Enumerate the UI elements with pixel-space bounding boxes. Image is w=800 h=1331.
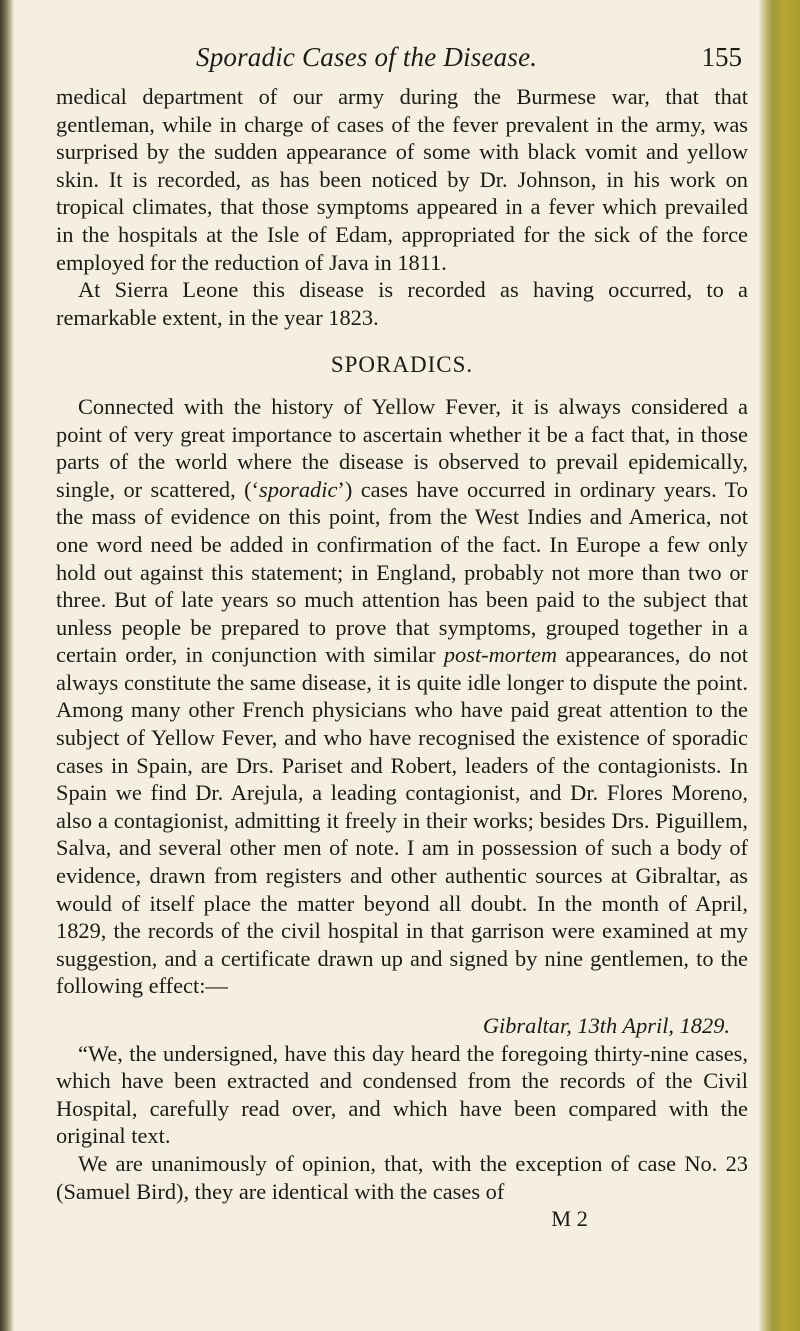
page-number: 155 [701,42,742,72]
book-page [56,0,748,1331]
sporadic-term: sporadic [259,476,338,502]
paragraph-4: “We, the undersigned, have this day heard the foregoing thirty-nine cases, which have been extracted and condensed from the records of the Civil Hospital, carefully read over, and which have been compared with the original text. [56,1040,748,1149]
paragraph-3-part-a: Connected with the history of Yellow Fever, it is always considered a point of very great importance to ascertain whether it be a fact that, in those parts of the world where the disease is observed to prevail epidemically, single, or scattered, (‘ [56,393,748,502]
paragraph-5: We are unanimously of opinion, that, with the exception of case No. 23 (Samuel Bird), they are identical with the cases of [56,1150,748,1204]
dateline: Gibraltar, 13th April, 1829. [482,1013,730,1038]
paragraph-3-part-c: appearances, do not always constitute the same disease, it is quite idle longer to dispute the point. Among many other French physicians who have paid great attention to the subject of Yellow Fever, and who have recognised the existence of sporadic cases in Spain, are Drs. Pariset and Robert, leaders of the contagionists. In Spain we find Dr. Arejula, a leading contagionist, and Dr. Flores Moreno, also a contagionist, admitting it freely in their works; besides Drs. Piguillem, Salva, and several other men of note. I am in possession of such a body of evidence, drawn from registers and other authentic sources at Gibraltar, as would of itself place the matter beyond all doubt. In the month of April, 1829, the records of the civil hospital in that garrison were examined at my suggestion, and a certificate drawn up and signed by nine gentlemen, to the following effect:— [56,642,748,999]
paragraph-3-part-b: ’) cases have occurred in ordinary years. To the mass of evidence on this point, from the West Indies and America, not one word need be added in confirmation of the fact. In Europe a few only hold out against this statement; in England, probably not more than two or three. But of late years so much attention has been paid to the subject that unless people be prepared to prove that symptoms, grouped together in a certain order, in conjunction with similar [56,476,748,668]
page-edge-shadow [758,0,800,1331]
section-heading: SPORADICS. [330,352,474,378]
signature-mark: M 2 [551,1206,588,1232]
page-binding-shadow [0,0,14,1331]
post-mortem-term: post-mortem [443,642,558,668]
page-header [56,42,748,82]
running-title: Sporadic Cases of the Disease. [196,42,538,72]
paragraph-1: medical department of our army during the Burmese war, that that gentleman, while in charge of cases of the fever prevalent in the army, was surprised by the sudden appearance of some with black vomit and yellow skin. It is recorded, as has been noticed by Dr. Johnson, in his work on tropical climates, that those symptoms appeared in a fever which prevailed in the hospitals at the Isle of Edam, appropriated for the sick of the force employed for the reduction of Java in 1811. [56,84,748,275]
page-body [56,83,748,1233]
paragraph-2: At Sierra Leone this disease is recorded as having occurred, to a remarkable extent, in the year 1823. [56,277,748,330]
paragraph-3 [56,393,748,1000]
